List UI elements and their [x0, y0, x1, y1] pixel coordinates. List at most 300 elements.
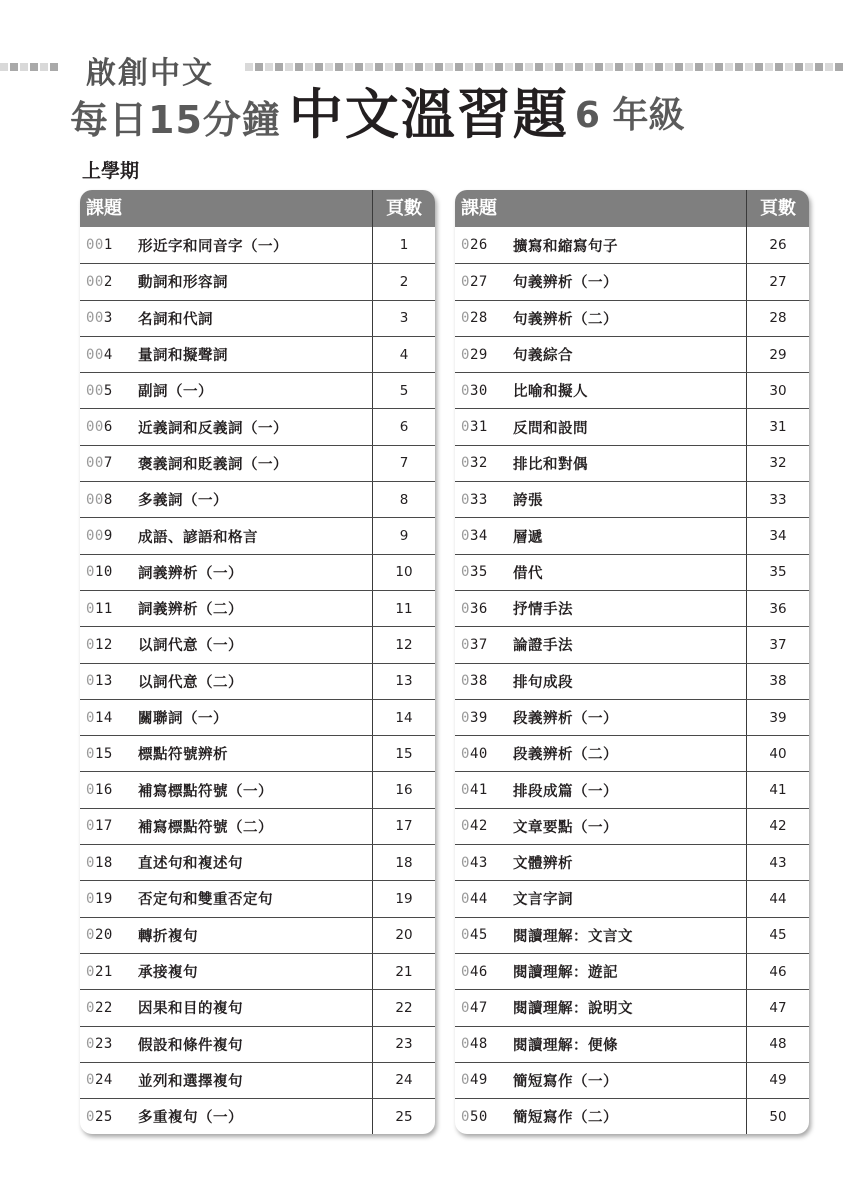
column-header-topic: 課題 [80, 190, 373, 227]
lesson-digits: 33 [469, 491, 488, 508]
toc-row [455, 1026, 809, 1062]
toc-table-left [80, 190, 435, 1134]
decorative-band-left [0, 63, 58, 72]
page-number: 2 [399, 273, 409, 290]
lesson-digits: 31 [469, 419, 488, 436]
lesson-number [461, 855, 513, 871]
page-number: 7 [399, 455, 409, 472]
lesson-topic: 擴寫和縮寫句子 [513, 238, 618, 255]
lesson-topic: 轉折複句 [138, 928, 198, 945]
toc-row [80, 989, 435, 1025]
page-number: 3 [399, 310, 409, 327]
lesson-number [461, 927, 513, 943]
lesson-topic: 比喻和擬人 [513, 384, 588, 401]
page-number: 35 [769, 564, 787, 581]
lesson-topic: 閱讀理解：便條 [513, 1037, 618, 1054]
topic-cell [80, 845, 373, 880]
lesson-topic: 否定句和雙重否定句 [138, 892, 273, 909]
toc-row [455, 771, 809, 807]
lesson-digits: 6 [103, 419, 113, 436]
toc-header [80, 190, 435, 227]
lesson-number [86, 964, 138, 980]
page-number: 45 [769, 927, 787, 944]
lesson-topic: 閱讀理解：說明文 [513, 1001, 633, 1018]
lesson-topic: 文章要點（一） [513, 819, 618, 836]
lesson-number [461, 891, 513, 907]
page-number: 5 [399, 382, 409, 399]
topic-cell [455, 227, 747, 263]
topic-cell [80, 736, 373, 771]
lesson-number [86, 927, 138, 943]
lesson-number [461, 710, 513, 726]
page-number: 9 [399, 528, 409, 545]
lesson-number [86, 710, 138, 726]
lesson-digits: 4 [103, 346, 113, 363]
page-number: 27 [769, 273, 787, 290]
leading-zeros: 0 [461, 564, 470, 581]
toc-row [455, 445, 809, 481]
toc-row [80, 300, 435, 336]
toc-row [455, 517, 809, 553]
topic-cell [455, 591, 747, 626]
leading-zeros: 0 [461, 528, 470, 545]
lesson-number [86, 746, 138, 762]
page-number: 4 [399, 346, 409, 363]
leading-zeros: 0 [461, 673, 470, 690]
lesson-topic: 關聯詞（一） [138, 711, 228, 727]
lesson-topic: 段義辨析（二） [513, 747, 618, 764]
lesson-digits: 37 [469, 636, 488, 653]
topic-cell [455, 1099, 747, 1134]
leading-zeros: 0 [461, 1036, 470, 1053]
lesson-number [86, 1036, 138, 1052]
lesson-digits: 29 [469, 346, 488, 363]
lesson-number [86, 564, 138, 580]
title-prefix: 每日15分鐘 [70, 98, 281, 142]
leading-zeros: 0 [461, 237, 470, 254]
topic-cell [455, 409, 747, 444]
lesson-number [461, 1072, 513, 1088]
lesson-digits: 7 [103, 455, 113, 472]
leading-zeros: 0 [461, 273, 470, 290]
lesson-digits: 5 [103, 382, 113, 399]
lesson-number [86, 455, 138, 471]
leading-zeros: 0 [461, 890, 470, 907]
lesson-topic: 閱讀理解：遊記 [513, 965, 618, 982]
lesson-topic: 簡短寫作（二） [513, 1110, 618, 1127]
toc-row [455, 953, 809, 989]
lesson-topic: 抒情手法 [513, 602, 573, 619]
leading-zeros: 0 [461, 999, 470, 1016]
lesson-number [86, 891, 138, 907]
lesson-topic: 並列和選擇複句 [138, 1073, 243, 1090]
lesson-digits: 28 [469, 310, 488, 327]
page-number: 23 [395, 1036, 413, 1053]
topic-cell [455, 664, 747, 699]
topic-cell [80, 337, 373, 372]
lesson-topic: 以詞代意（二） [138, 674, 243, 691]
topic-cell [455, 881, 747, 916]
toc-row [80, 372, 435, 408]
page-number: 10 [395, 564, 413, 581]
toc-row [455, 300, 809, 336]
lesson-topic: 論證手法 [513, 638, 573, 655]
toc-row [455, 590, 809, 626]
lesson-digits: 15 [94, 745, 113, 762]
leading-zeros: 0 [461, 1072, 470, 1089]
lesson-topic: 因果和目的複句 [138, 1001, 243, 1018]
page-number: 20 [395, 927, 413, 944]
topic-cell [455, 264, 747, 299]
toc-row [455, 263, 809, 299]
lesson-number [86, 419, 138, 435]
lesson-number [86, 237, 138, 253]
lesson-topic: 借代 [513, 565, 543, 582]
lesson-topic: 句義辨析（二） [513, 311, 618, 328]
leading-zeros: 0 [461, 636, 470, 653]
toc-row [80, 844, 435, 880]
lesson-number [461, 347, 513, 363]
lesson-topic: 簡短寫作（一） [513, 1073, 618, 1090]
lesson-number [86, 1000, 138, 1016]
leading-zeros: 0 [86, 999, 95, 1016]
leading-zeros: 0 [461, 346, 470, 363]
lesson-topic: 詞義辨析（二） [138, 602, 243, 619]
lesson-topic: 成語、諺語和格言 [138, 529, 258, 546]
topic-cell [80, 227, 373, 263]
leading-zeros: 0 [86, 927, 95, 944]
page-number: 17 [395, 818, 413, 835]
lesson-number [86, 492, 138, 508]
lesson-number [86, 673, 138, 689]
lesson-topic: 以詞代意（一） [138, 638, 243, 655]
leading-zeros: 0 [461, 854, 470, 871]
lesson-topic: 排句成段 [513, 674, 573, 691]
page-number: 47 [769, 999, 787, 1016]
toc-row [80, 626, 435, 662]
toc-row [80, 808, 435, 844]
lesson-digits: 19 [94, 890, 113, 907]
lesson-digits: 18 [94, 854, 113, 871]
topic-cell [80, 1027, 373, 1062]
lesson-topic: 排比和對偶 [513, 456, 588, 473]
topic-cell [80, 627, 373, 662]
leading-zeros: 00 [86, 273, 104, 290]
toc-row [80, 445, 435, 481]
leading-zeros: 0 [461, 709, 470, 726]
lesson-digits: 27 [469, 273, 488, 290]
toc-row [455, 408, 809, 444]
leading-zeros: 0 [461, 419, 470, 436]
topic-cell [455, 736, 747, 771]
toc-row [80, 880, 435, 916]
toc-row [455, 227, 809, 263]
lesson-digits: 12 [94, 636, 113, 653]
page-number: 46 [769, 963, 787, 980]
lesson-digits: 46 [469, 963, 488, 980]
lesson-topic: 形近字和同音字（一） [138, 238, 288, 255]
lesson-number [461, 564, 513, 580]
lesson-number [461, 673, 513, 689]
topic-cell [455, 918, 747, 953]
lesson-number [461, 1036, 513, 1052]
lesson-topic: 段義辨析（一） [513, 711, 618, 727]
lesson-digits: 20 [94, 927, 113, 944]
lesson-digits: 9 [103, 528, 113, 545]
lesson-digits: 25 [94, 1108, 113, 1125]
lesson-topic: 承接複句 [138, 965, 198, 982]
leading-zeros: 0 [86, 636, 95, 653]
leading-zeros: 00 [86, 491, 104, 508]
leading-zeros: 0 [461, 963, 470, 980]
toc-row [455, 336, 809, 372]
page-number: 29 [769, 346, 787, 363]
title-main: 中文溫習題 [288, 83, 569, 146]
lesson-topic: 閱讀理解：文言文 [513, 928, 633, 945]
lesson-number [86, 637, 138, 653]
toc-row [455, 989, 809, 1025]
lesson-topic: 副詞（一） [138, 384, 213, 401]
page-number: 24 [395, 1072, 413, 1089]
lesson-digits: 26 [469, 237, 488, 254]
leading-zeros: 0 [86, 854, 95, 871]
toc-row [455, 1062, 809, 1098]
topic-cell [455, 337, 747, 372]
lesson-topic: 詞義辨析（一） [138, 565, 243, 582]
topic-cell [80, 1063, 373, 1098]
lesson-number [461, 455, 513, 471]
lesson-topic: 近義詞和反義詞（一） [138, 420, 288, 437]
page-number: 34 [769, 528, 787, 545]
lesson-number [461, 492, 513, 508]
lesson-digits: 11 [94, 600, 113, 617]
topic-cell [80, 518, 373, 553]
leading-zeros: 0 [461, 818, 470, 835]
page-number: 1 [399, 237, 409, 254]
topic-cell [455, 301, 747, 336]
toc-row [80, 263, 435, 299]
toc-row [455, 481, 809, 517]
page-number: 50 [769, 1108, 787, 1125]
toc-header [455, 190, 809, 227]
lesson-digits: 42 [469, 818, 488, 835]
page-number: 32 [769, 455, 787, 472]
topic-cell [80, 700, 373, 735]
topic-cell [455, 954, 747, 989]
lesson-topic: 多重複句（一） [138, 1110, 243, 1127]
lesson-digits: 41 [469, 782, 488, 799]
lesson-topic: 文言字詞 [513, 892, 573, 909]
lesson-number [86, 782, 138, 798]
lesson-number [86, 818, 138, 834]
topic-cell [80, 373, 373, 408]
lesson-digits: 47 [469, 999, 488, 1016]
topic-cell [455, 700, 747, 735]
leading-zeros: 0 [86, 673, 95, 690]
page-number: 49 [769, 1072, 787, 1089]
lesson-topic: 反問和設問 [513, 420, 588, 437]
lesson-topic: 補寫標點符號（一） [138, 783, 273, 800]
lesson-number [86, 855, 138, 871]
toc-row [455, 1098, 809, 1134]
toc-row [455, 663, 809, 699]
lesson-digits: 39 [469, 709, 488, 726]
lesson-number [86, 528, 138, 544]
page-number: 28 [769, 310, 787, 327]
topic-cell [80, 918, 373, 953]
toc-row [455, 735, 809, 771]
toc-row [80, 408, 435, 444]
lesson-digits: 8 [103, 491, 113, 508]
leading-zeros: 0 [461, 600, 470, 617]
page-number: 40 [769, 745, 787, 762]
topic-cell [80, 301, 373, 336]
lesson-topic: 假設和條件複句 [138, 1037, 243, 1054]
page-number: 31 [769, 419, 787, 436]
toc-row [455, 808, 809, 844]
lesson-number [461, 782, 513, 798]
leading-zeros: 00 [86, 310, 104, 327]
leading-zeros: 0 [86, 890, 95, 907]
toc-row [80, 227, 435, 263]
lesson-topic: 量詞和擬聲詞 [138, 348, 228, 365]
lesson-topic: 多義詞（一） [138, 493, 228, 510]
lesson-topic: 補寫標點符號（二） [138, 819, 273, 836]
lesson-digits: 45 [469, 927, 488, 944]
lesson-number [461, 274, 513, 290]
page-number: 38 [769, 673, 787, 690]
leading-zeros: 0 [86, 1036, 95, 1053]
page-number: 44 [769, 890, 787, 907]
topic-cell [455, 1063, 747, 1098]
leading-zeros: 00 [86, 237, 104, 254]
topic-cell [80, 482, 373, 517]
lesson-number [86, 347, 138, 363]
lesson-topic: 褒義詞和貶義詞（一） [138, 456, 288, 473]
topic-cell [455, 772, 747, 807]
page-number: 43 [769, 854, 787, 871]
lesson-digits: 50 [469, 1108, 488, 1125]
toc-row [80, 336, 435, 372]
page-number: 37 [769, 636, 787, 653]
topic-cell [80, 1099, 373, 1134]
leading-zeros: 0 [86, 600, 95, 617]
lesson-number [461, 637, 513, 653]
lesson-digits: 43 [469, 854, 488, 871]
page-number: 22 [395, 999, 413, 1016]
topic-cell [455, 518, 747, 553]
topic-cell [80, 809, 373, 844]
leading-zeros: 0 [86, 1108, 95, 1125]
page-number: 8 [399, 491, 409, 508]
toc-row [80, 663, 435, 699]
leading-zeros: 0 [86, 1072, 95, 1089]
lesson-digits: 10 [94, 564, 113, 581]
lesson-digits: 32 [469, 455, 488, 472]
toc-row [455, 844, 809, 880]
lesson-topic: 文體辨析 [513, 856, 573, 873]
leading-zeros: 0 [86, 963, 95, 980]
leading-zeros: 0 [461, 310, 470, 327]
topic-cell [80, 772, 373, 807]
lesson-topic: 排段成篇（一） [513, 783, 618, 800]
page-number: 48 [769, 1036, 787, 1053]
lesson-number [86, 383, 138, 399]
lesson-digits: 35 [469, 564, 488, 581]
topic-cell [80, 591, 373, 626]
lesson-digits: 16 [94, 782, 113, 799]
lesson-digits: 22 [94, 999, 113, 1016]
decorative-band-right [245, 63, 850, 72]
page-number: 16 [395, 782, 413, 799]
topic-cell [455, 1027, 747, 1062]
toc-row [80, 917, 435, 953]
lesson-topic: 誇張 [513, 493, 543, 510]
lesson-number [461, 1109, 513, 1125]
lesson-number [461, 383, 513, 399]
leading-zeros: 0 [461, 382, 470, 399]
lesson-number [86, 1109, 138, 1125]
toc-row [80, 554, 435, 590]
leading-zeros: 0 [86, 782, 95, 799]
lesson-number [461, 818, 513, 834]
toc-row [455, 554, 809, 590]
page-number: 33 [769, 491, 787, 508]
toc-row [80, 481, 435, 517]
lesson-digits: 44 [469, 890, 488, 907]
leading-zeros: 0 [461, 491, 470, 508]
lesson-number [461, 601, 513, 617]
toc-row [80, 735, 435, 771]
leading-zeros: 00 [86, 419, 104, 436]
lesson-number [461, 310, 513, 326]
leading-zeros: 0 [86, 564, 95, 581]
leading-zeros: 0 [461, 1108, 470, 1125]
lesson-number [86, 310, 138, 326]
leading-zeros: 00 [86, 382, 104, 399]
page-number: 13 [395, 673, 413, 690]
page-number: 6 [399, 419, 409, 436]
lesson-digits: 24 [94, 1072, 113, 1089]
topic-cell [80, 446, 373, 481]
topic-cell [455, 627, 747, 662]
topic-cell [80, 990, 373, 1025]
topic-cell [80, 264, 373, 299]
semester-heading: 上學期 [82, 160, 140, 182]
lesson-topic: 直述句和複述句 [138, 856, 243, 873]
page-number: 26 [769, 237, 787, 254]
column-header-page: 頁數 [760, 198, 796, 219]
lesson-digits: 17 [94, 818, 113, 835]
topic-cell [455, 990, 747, 1025]
lesson-number [461, 964, 513, 980]
topic-cell [80, 954, 373, 989]
toc-row [80, 1062, 435, 1098]
lesson-number [461, 1000, 513, 1016]
page-number: 25 [395, 1108, 413, 1125]
leading-zeros: 0 [461, 782, 470, 799]
page-number: 15 [395, 745, 413, 762]
lesson-topic: 句義辨析（一） [513, 275, 618, 292]
leading-zeros: 00 [86, 455, 104, 472]
lesson-number [461, 237, 513, 253]
book-title [70, 83, 685, 146]
toc-row [455, 880, 809, 916]
toc-row [80, 699, 435, 735]
lesson-digits: 1 [103, 237, 113, 254]
page-number: 21 [395, 963, 413, 980]
leading-zeros: 00 [86, 528, 104, 545]
